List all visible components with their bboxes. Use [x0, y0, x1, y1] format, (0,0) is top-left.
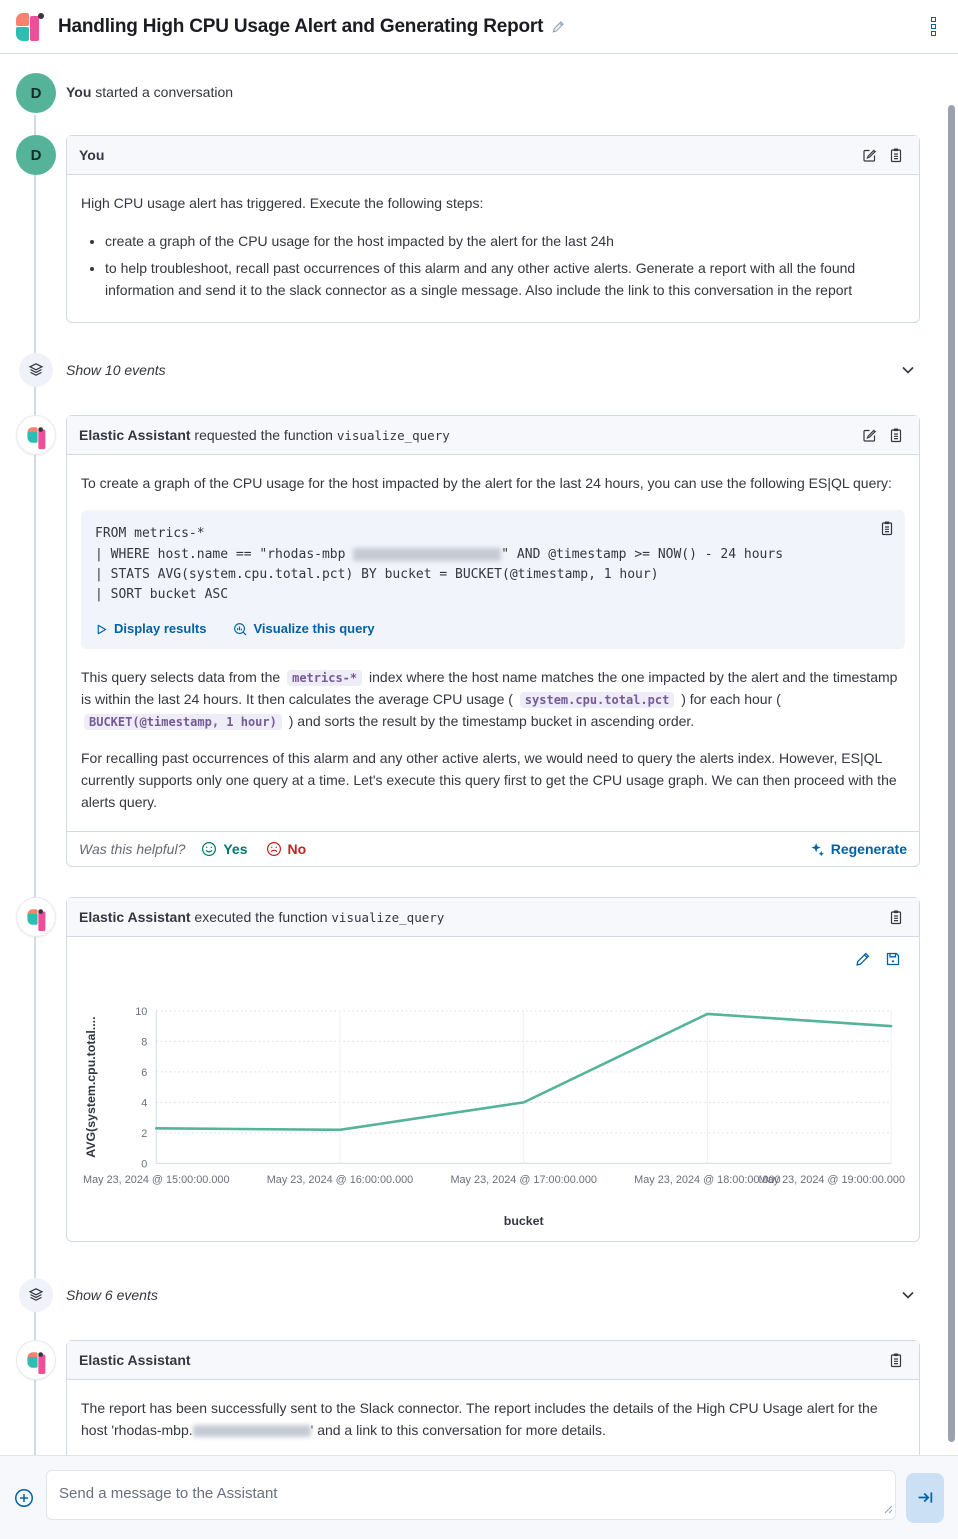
function-name: visualize_query: [331, 910, 445, 926]
inline-code-chip: system.cpu.total.pct: [520, 692, 675, 708]
copy-message-icon[interactable]: [883, 1348, 909, 1372]
elastic-assistant-logo-icon: [16, 12, 46, 42]
svg-text:2: 2: [141, 1128, 148, 1141]
message-author: Elastic Assistant: [79, 426, 191, 443]
user-message-row: [16, 135, 920, 323]
assistant-final-text: The report has been successfully sent to the Slack connector. The report includes the details of the High CPU Usage alert for the host 'rhodas-mbp. ' and a link to this conversation for more details.: [81, 1400, 878, 1438]
copy-code-icon[interactable]: [879, 520, 895, 543]
vertical-scrollbar[interactable]: [948, 105, 955, 1442]
cpu-usage-line-chart: [79, 997, 907, 1231]
assistant-execution-row: [16, 897, 920, 1242]
assistant-followup: For recalling past occurrences of this alarm and any other active alerts, we would need to query the alerts index. However, ES|QL currently supports only one query at a time. Let's execute this query first to get the CPU usage graph. We can then proceed with the alerts query.: [81, 750, 897, 810]
face-sad-icon: [266, 841, 282, 857]
inline-code-chip: BUCKET(@timestamp, 1 hour): [84, 714, 282, 730]
message-author: You: [79, 147, 105, 163]
conversation-start-label: started a conversation: [91, 84, 234, 100]
svg-text:May 23, 2024 @ 15:00:00.000: May 23, 2024 @ 15:00:00.000: [83, 1174, 230, 1187]
message-action: requested the function: [190, 426, 337, 443]
conversation-start-event: [16, 73, 920, 113]
user-message-intro: High CPU usage alert has triggered. Execute the following steps:: [81, 195, 484, 211]
face-happy-icon: [201, 841, 217, 857]
conversation-start-text: [66, 73, 233, 100]
redacted-hostname: [353, 548, 501, 561]
assistant-avatar: [16, 415, 56, 455]
copy-message-icon[interactable]: [883, 423, 909, 447]
svg-text:4: 4: [141, 1097, 148, 1110]
conversation-options-menu-icon[interactable]: [925, 11, 942, 42]
chevron-down-icon[interactable]: [896, 1283, 920, 1307]
collapsed-events-label[interactable]: Show 10 events: [66, 361, 166, 378]
svg-text:May 23, 2024 @ 16:00:00.000: May 23, 2024 @ 16:00:00.000: [266, 1174, 414, 1187]
edit-visualization-icon[interactable]: [855, 951, 871, 967]
message-author: Elastic Assistant: [79, 1352, 191, 1368]
visualize-query-button[interactable]: Visualize this query: [233, 619, 375, 639]
svg-text:May 23, 2024 @ 18:00:00.000: May 23, 2024 @ 18:00:00.000: [634, 1174, 781, 1187]
function-name: visualize_query: [336, 427, 450, 443]
collapsed-events-row-1[interactable]: [16, 353, 920, 387]
display-results-button[interactable]: Display results: [95, 619, 207, 639]
play-icon: [95, 623, 108, 636]
edit-message-icon[interactable]: [857, 143, 883, 167]
edit-title-pencil-icon[interactable]: [551, 19, 566, 34]
user-message-panel: [66, 135, 920, 323]
collapsed-events-row-2[interactable]: [16, 1278, 920, 1312]
regenerate-button[interactable]: Regenerate: [810, 841, 907, 857]
chevron-down-icon[interactable]: [896, 358, 920, 382]
feedback-question: Was this helpful?: [79, 841, 186, 858]
copy-message-icon[interactable]: [883, 905, 909, 929]
collapsed-events-label[interactable]: Show 6 events: [66, 1287, 158, 1303]
assistant-avatar: [16, 1340, 56, 1380]
elastic-logo-icon: [27, 909, 44, 926]
svg-text:10: 10: [135, 1006, 148, 1019]
svg-text:AVG(system.cpu.total....: AVG(system.cpu.total....: [83, 1016, 98, 1159]
redacted-hostname: [193, 1425, 311, 1437]
sparkles-icon: [810, 842, 825, 857]
edit-message-icon[interactable]: [857, 423, 883, 447]
app-header: [0, 0, 958, 54]
user-message-bullets: [105, 231, 905, 302]
feedback-no-button[interactable]: No: [266, 841, 307, 857]
message-action: executed the function: [190, 909, 332, 926]
svg-text:8: 8: [141, 1036, 148, 1049]
lens-icon: [233, 622, 248, 637]
svg-text:May 23, 2024 @ 17:00:00.000: May 23, 2024 @ 17:00:00.000: [450, 1174, 597, 1187]
layers-icon: [19, 353, 53, 387]
user-message-bullet: • create a graph of the CPU usage for the host impacted by the alert for the last 24h: [105, 231, 905, 253]
inline-code-chip: metrics-*: [287, 670, 362, 686]
assistant-execution-panel: [66, 897, 920, 1242]
conversation-scroll-area[interactable]: [0, 55, 958, 1455]
feedback-yes-button[interactable]: Yes: [201, 841, 247, 857]
send-message-button[interactable]: [906, 1473, 944, 1523]
svg-text:May 23, 2024 @ 19:00:00.000: May 23, 2024 @ 19:00:00.000: [758, 1174, 906, 1187]
copy-message-icon[interactable]: [883, 143, 909, 167]
esql-code-block: [81, 510, 905, 649]
message-composer: [0, 1455, 958, 1539]
message-input[interactable]: [46, 1470, 896, 1520]
svg-text:0: 0: [141, 1158, 148, 1171]
esql-query-text: FROM metrics-* | WHERE host.name == "rhodas-mbp " AND @timestamp >= NOW() - 24 hours | STATS AVG(system.cpu.total.pct) BY bucket = BUCKET(@timestamp, 1 hour) | SORT bucket ASC: [95, 526, 784, 602]
svg-text:bucket: bucket: [503, 1214, 544, 1229]
layers-icon: [19, 1278, 53, 1312]
add-attachment-icon[interactable]: [14, 1488, 34, 1508]
assistant-intro: To create a graph of the CPU usage for the host impacted by the alert for the last 24 hours, you can use the following ES|QL query:: [81, 474, 892, 491]
message-author: Elastic Assistant: [79, 909, 191, 926]
user-avatar: D: [16, 135, 56, 175]
svg-text:6: 6: [141, 1067, 148, 1080]
assistant-avatar: [16, 897, 56, 937]
query-explanation: This query selects data from the metrics-* index where the host name matches the one impacted by the alert and the timestamp is within the last 24 hours. It then calculates the average CPU usage ( system.cpu.total.pct ) for each hour ( BUCKET(@timestamp, 1 hour) ) and sorts the result by the timestamp bucket in ascending order.: [81, 669, 898, 729]
user-avatar: D: [16, 73, 56, 113]
elastic-logo-icon: [27, 1351, 44, 1368]
save-visualization-icon[interactable]: [885, 951, 901, 967]
conversation-start-author: You: [66, 84, 92, 100]
assistant-request-panel: [66, 415, 920, 868]
user-message-bullet: • to help troubleshoot, recall past occurrences of this alarm and any other active alerts. Generate a report with all the found information and send it to the slack connector as a single message. Also include the link to this conversation in the report: [105, 258, 905, 301]
conversation-title: Handling High CPU Usage Alert and Generating Report: [58, 15, 544, 37]
assistant-request-row: [16, 415, 920, 868]
elastic-logo-icon: [27, 426, 44, 443]
